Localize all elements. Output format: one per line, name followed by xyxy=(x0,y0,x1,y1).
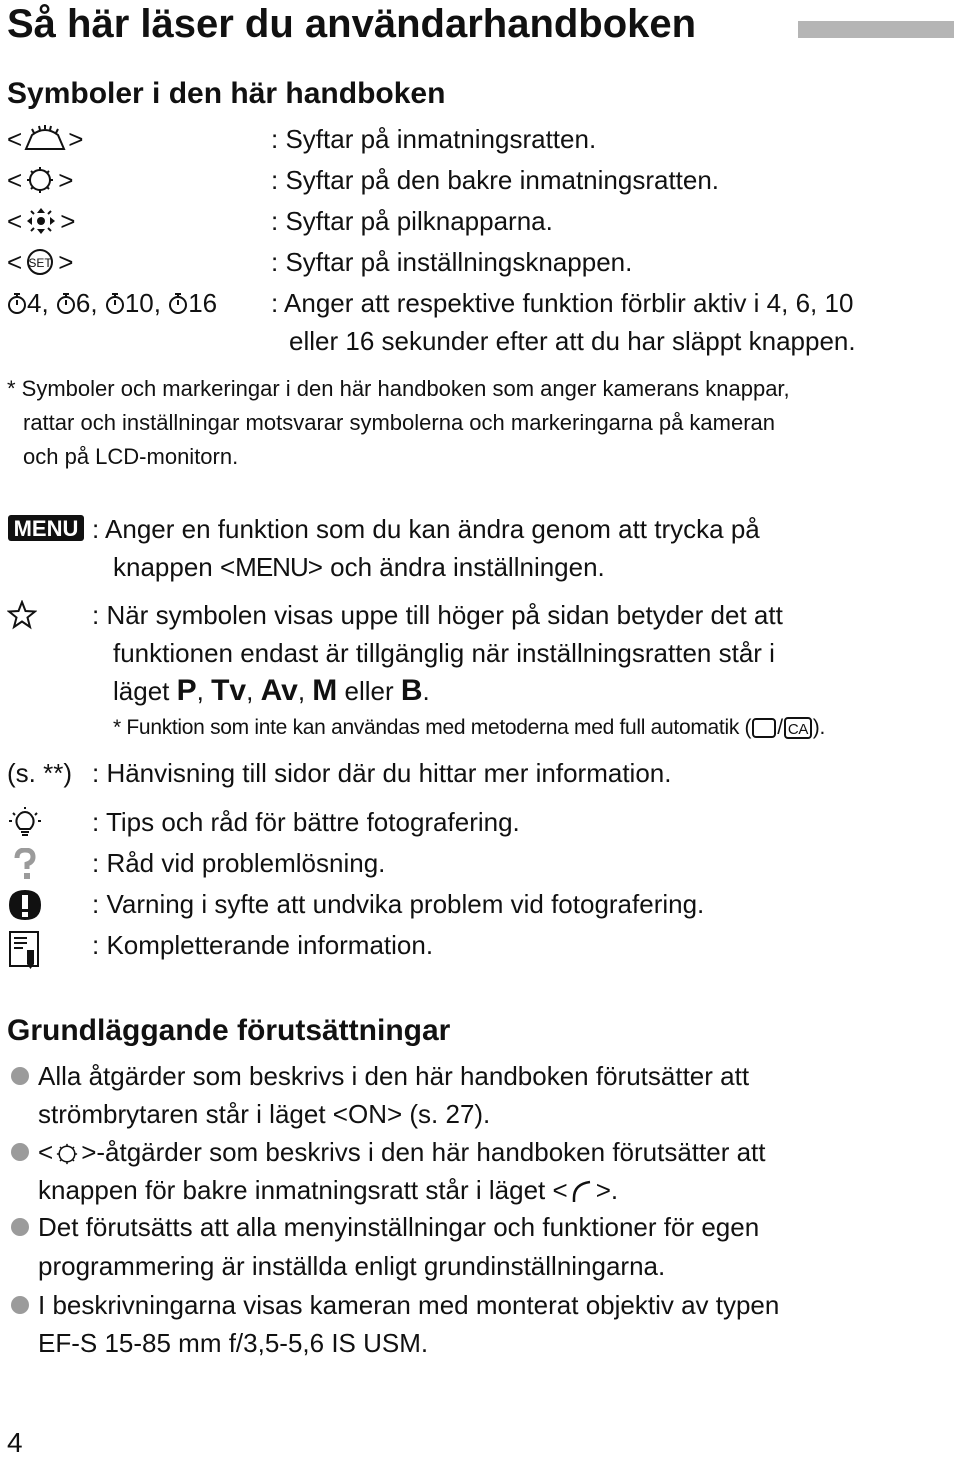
menu-symbol xyxy=(7,514,85,542)
page-ref-label: (s. **) xyxy=(7,758,72,788)
cross-keys-icon xyxy=(22,207,60,235)
troubleshooting-description: : Råd vid problemlösning. xyxy=(92,848,386,878)
bullet-text-part: strömbrytaren står i läget < xyxy=(38,1099,348,1129)
star-item xyxy=(0,600,960,750)
star-text-part: eller xyxy=(344,676,394,706)
bullet-line: Det förutsätts att alla menyinställningar och funktioner för egen xyxy=(38,1212,760,1242)
timer-label: 6 xyxy=(75,288,91,318)
main-dial-icon xyxy=(22,125,68,153)
creative-auto-label: CA xyxy=(787,721,808,739)
bullet-line xyxy=(38,1095,490,1133)
memo-icon xyxy=(7,930,43,970)
mode-tv: Tv xyxy=(211,674,247,707)
bullet-line: EF-S 15-85 mm f/3,5-5,6 IS USM. xyxy=(38,1328,429,1358)
menu-description-1: : Anger en funktion som du kan ändra genom att trycka på xyxy=(92,514,760,544)
question-icon xyxy=(7,848,43,880)
star-symbol xyxy=(7,600,37,630)
bullet-line xyxy=(38,1171,618,1209)
bullet-text-part: >-åtgärder som beskrivs i den här handboken förutsätter att xyxy=(81,1137,766,1167)
timer-icon xyxy=(168,289,188,317)
menu-button-label: MENU xyxy=(235,552,308,582)
full-auto-icon xyxy=(751,717,777,739)
menu-icon xyxy=(7,514,85,542)
quick-control-dial-icon xyxy=(53,1140,81,1168)
svg-text:SET: SET xyxy=(28,256,52,270)
footnote-line: * Symboler och markeringar i den här handboken som anger kamerans knappar, xyxy=(7,376,790,401)
timer-symbols: 4 , 6 , 10 , 16 xyxy=(7,288,217,318)
mode-b: B xyxy=(400,674,423,707)
symbol-description: : Syftar på inställningsknappen. xyxy=(271,247,633,277)
footnote-line: rattar och inställningar motsvarar symbolerna och markeringarna på kameran xyxy=(23,410,776,435)
warning-description: : Varning i syfte att undvika problem vid fotografering. xyxy=(92,889,705,919)
lightbulb-icon xyxy=(7,807,43,837)
memo-description: : Kompletterande information. xyxy=(92,930,434,960)
star-description-2: funktionen endast är tillgänglig när inställningsratten står i xyxy=(113,638,775,668)
symbol-row xyxy=(0,206,960,236)
qc-dial-symbol: < > xyxy=(7,165,74,195)
on-label: ON xyxy=(347,1099,387,1129)
cross-keys-symbol: < > xyxy=(7,206,76,236)
menu-item xyxy=(0,514,960,584)
quick-control-dial-icon xyxy=(22,166,58,194)
bullet-text-part: < xyxy=(38,1137,54,1167)
timer-icon xyxy=(7,289,27,317)
page-title: Så här läser du användarhandboken xyxy=(7,2,697,46)
creative-auto-icon xyxy=(783,716,813,740)
symbols-heading: Symboler i den här handboken xyxy=(7,77,446,110)
timer-label: 4 xyxy=(27,288,42,318)
star-icon xyxy=(7,600,37,630)
footnote-line: och på LCD-monitorn. xyxy=(23,444,239,469)
warning-icon xyxy=(7,889,43,921)
set-button-icon xyxy=(22,248,58,276)
basic-heading: Grundläggande förutsättningar xyxy=(7,1014,451,1047)
star-footnote: * Funktion som inte kan användas med metoderna med full automatik ( / CA ). xyxy=(113,716,826,739)
menu-description-2 xyxy=(113,552,605,582)
timer-label: 16 xyxy=(188,288,218,318)
timer-description-2: eller 16 sekunder efter att du har släppt knappen. xyxy=(289,326,856,356)
bullet-dot xyxy=(11,1218,29,1236)
star-footnote-text: * Funktion som inte kan användas med metoderna med full automatik ( xyxy=(113,716,752,739)
star-text-part: läget xyxy=(113,676,170,706)
timer-icon xyxy=(105,289,125,317)
lock-switch-slash-icon xyxy=(568,1178,596,1206)
star-footnote-text: ). xyxy=(812,716,826,739)
menu-text-part: > och ändra inställningen. xyxy=(307,552,605,582)
symbol-row xyxy=(0,247,960,277)
bullet-dot xyxy=(11,1296,29,1314)
symbol-row xyxy=(0,165,960,195)
symbol-description: : Syftar på inmatningsratten. xyxy=(271,124,597,154)
menu-text-part: knappen < xyxy=(113,552,236,582)
bullet-text-part: >. xyxy=(595,1175,619,1205)
star-description-1: : När symbolen visas uppe till höger på sidan betyder det att xyxy=(92,600,783,630)
symbols-footnote xyxy=(7,372,790,474)
star-description-3: läget P, Tv, Av, M eller B. xyxy=(113,674,430,707)
bullet-line: I beskrivningarna visas kameran med monterat objektiv av typen xyxy=(38,1290,780,1320)
title-bar xyxy=(798,21,954,38)
timer-icon xyxy=(56,289,76,317)
main-dial-symbol: < > xyxy=(7,124,84,154)
timer-description-1: : Anger att respektive funktion förblir aktiv i 4, 6, 10 xyxy=(271,288,854,318)
mode-m: M xyxy=(312,674,338,707)
symbol-description: : Syftar på den bakre inmatningsratten. xyxy=(271,165,720,195)
set-button-symbol: < SET > xyxy=(7,247,74,277)
page-ref-description: : Hänvisning till sidor där du hittar mer information. xyxy=(92,758,672,788)
mode-av: Av xyxy=(260,674,298,707)
menu-icon-label: MENU xyxy=(13,516,79,541)
symbol-description: : Syftar på pilknapparna. xyxy=(271,206,553,236)
bullet-dot xyxy=(11,1143,29,1161)
bullet-text-part: > (s. 27). xyxy=(386,1099,491,1129)
symbol-row xyxy=(0,124,960,154)
timer-row xyxy=(0,288,960,358)
bullet-text-part: knappen för bakre inmatningsratt står i läget < xyxy=(38,1175,568,1205)
bullet-line xyxy=(38,1133,766,1171)
timer-label: 10 xyxy=(124,288,154,318)
bullet-dot xyxy=(11,1067,29,1085)
bullet-line: programmering är inställda enligt grundinställningarna. xyxy=(38,1251,666,1281)
tips-description: : Tips och råd för bättre fotografering. xyxy=(92,807,520,837)
bullet-line: Alla åtgärder som beskrivs i den här handboken förutsätter att xyxy=(38,1061,750,1091)
mode-p: P xyxy=(176,674,197,707)
page-number: 4 xyxy=(7,1427,23,1458)
